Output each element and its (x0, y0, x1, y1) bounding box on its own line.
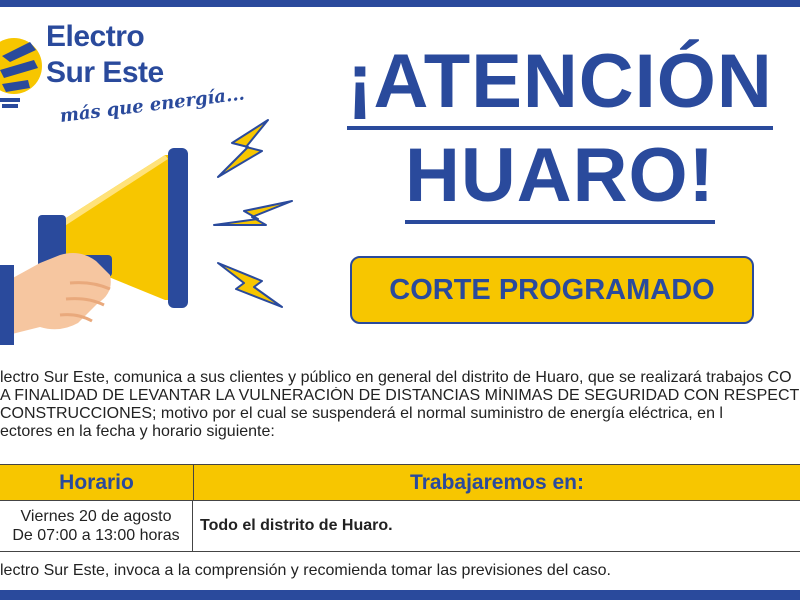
schedule-cell (0, 501, 193, 551)
brand-tagline: más que energía... (58, 83, 246, 127)
header-horario: Horario (0, 465, 194, 500)
headline-line2: HUARO! (405, 134, 715, 224)
megaphone-icon (0, 115, 330, 345)
location-cell: Todo el distrito de Huaro. (200, 517, 393, 534)
notice-paragraph (0, 369, 800, 441)
lightning-bolt-icon (218, 120, 268, 177)
headline (335, 40, 785, 224)
badge-label: CORTE PROGRAMADO (389, 273, 715, 306)
corte-programado-badge (350, 256, 754, 324)
schedule-date: Viernes 20 de agosto (20, 508, 172, 525)
paragraph-line: A FINALIDAD DE LEVANTAR LA VULNERACIÓN DE DISTANCIAS MÍNIMAS DE SEGURIDAD CON RESPECT (0, 387, 800, 404)
header-trabajaremos: Trabajaremos en: (410, 471, 584, 494)
lightning-bolt-icon (218, 263, 282, 307)
closing-text: lectro Sur Este, invoca a la comprensión y recomienda tomar las previsiones del caso. (0, 562, 611, 579)
paragraph-line: CONSTRUCCIONES; motivo por el cual se suspenderá el normal suministro de energía eléctrica, en l (0, 405, 723, 422)
headline-line1: ¡ATENCIÓN (347, 40, 773, 130)
paragraph-line: ectores en la fecha y horario siguiente: (0, 423, 275, 440)
lightning-bolt-icon (214, 201, 292, 225)
electro-sur-este-logo-icon (0, 26, 44, 112)
brand-name-line2: Sur Este (46, 56, 164, 89)
table-header-row (0, 465, 800, 501)
paragraph-line: lectro Sur Este, comunica a sus clientes y público en general del distrito de Huaro, que se realizará trabajos CO (0, 369, 792, 386)
schedule-hours: De 07:00 a 13:00 horas (12, 527, 180, 544)
bottom-border-bar (0, 590, 800, 600)
top-border-bar (0, 0, 800, 7)
brand-name-line1: Electro (46, 20, 145, 53)
schedule-table (0, 464, 800, 552)
